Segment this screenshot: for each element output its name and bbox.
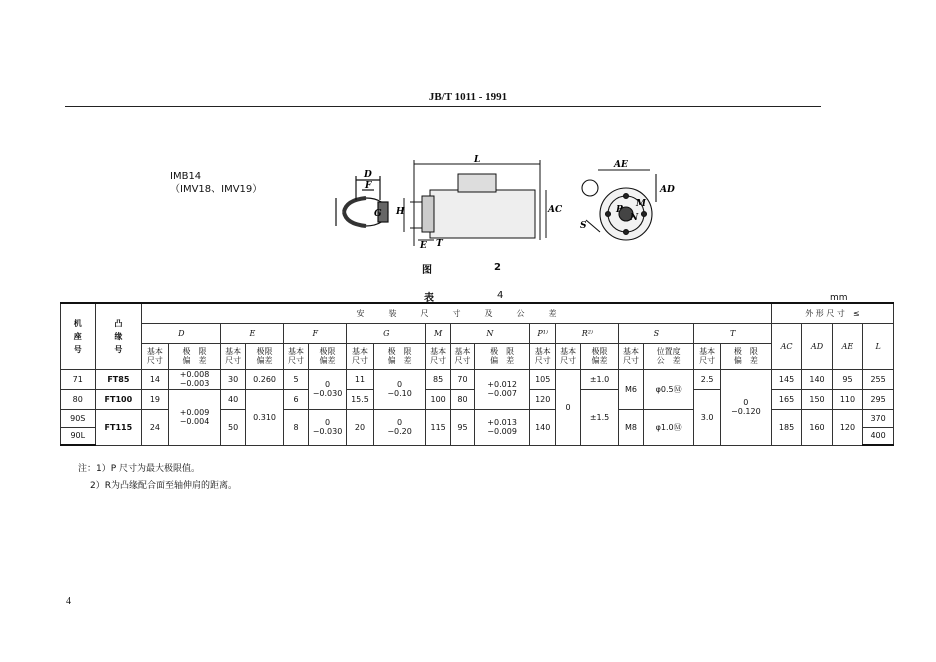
label-E: E [420,241,427,251]
head-outline: 外 形 尺 寸 ≤ [771,303,893,323]
label-AE: AE [614,160,628,170]
D-19: 19 [142,389,168,409]
sub-tol-R: 极限 偏差 [580,343,619,369]
sub-tol-D: 极 限 偏 差 [168,343,221,369]
header-rule [65,106,821,107]
note-2: 2）R为凸缘配合面至轴伸肩的距离。 [90,481,237,491]
AE-120: 120 [832,409,862,445]
N-tol-2: +0.013 −0.009 [475,409,530,445]
N-95: 95 [450,409,474,445]
sub-basic-G: 基本 尺寸 [347,343,373,369]
AC-165: 165 [771,389,801,409]
M-115: 115 [426,409,450,445]
head-AD: AD [802,323,832,369]
head-flange: 凸 缘 号 [95,303,142,369]
sub-basic-T: 基本 尺寸 [694,343,720,369]
mounting-line-1: IMB14 [170,171,202,182]
E-tol-1: 0.260 [245,369,284,389]
label-F: F [365,181,372,191]
note-1: 注：1）P 尺寸为最大极限值。 [78,464,201,474]
figure-number: 2 [494,262,501,273]
sub-basic-N: 基本 尺寸 [450,343,474,369]
head-install: 安 装 尺 寸 及 公 差 [142,303,772,323]
frame-90L: 90L [61,427,96,445]
head-E: E [221,323,284,343]
S-pos-2: φ1.0Ⓜ [643,409,694,445]
E-30: 30 [221,369,245,389]
T-tol: 0 −0.120 [720,369,771,445]
N-80: 80 [450,389,474,409]
R-tol-2: ±1.5 [580,389,619,445]
E-50: 50 [221,409,245,445]
sub-tol-N: 极 限 偏 差 [475,343,530,369]
label-D: D [364,170,372,180]
F-tol-1: 0 −0.030 [308,369,347,409]
sub-basic-F: 基本 尺寸 [284,343,308,369]
sub-pos-S: 位置度 公 差 [643,343,694,369]
E-tol-2: 0.310 [245,389,284,445]
R-tol-1: ±1.0 [580,369,619,389]
G-11: 11 [347,369,373,389]
head-G: G [347,323,426,343]
L-295: 295 [863,389,894,409]
label-AD: AD [660,185,675,195]
frame-90S: 90S [61,409,96,427]
head-T: T [694,323,771,343]
sub-basic-S: 基本 尺寸 [619,343,643,369]
F-8: 8 [284,409,308,445]
head-P: P¹⁾ [530,323,556,343]
D-tol-1: +0.008 −0.003 [168,369,221,389]
label-P: P [616,205,623,215]
E-40: 40 [221,389,245,409]
frame-80: 80 [61,389,96,409]
sub-basic-R: 基本 尺寸 [556,343,580,369]
label-S: S [580,221,587,231]
F-tol-2: 0 −0.030 [308,409,347,445]
head-M: M [426,323,450,343]
S-pos-1: φ0.5Ⓜ [643,369,694,409]
frame-71: 71 [61,369,96,389]
L-400: 400 [863,427,894,445]
T-3.0: 3.0 [694,389,720,445]
AC-185: 185 [771,409,801,445]
AE-95: 95 [832,369,862,389]
R-0: 0 [556,369,580,445]
N-tol-1: +0.012 −0.007 [475,369,530,409]
N-70: 70 [450,369,474,389]
table-number: 4 [497,290,504,301]
mounting-type [170,170,262,196]
sub-tol-G: 极 限 偏 差 [373,343,426,369]
head-frame: 机 座 号 [61,303,96,369]
D-24: 24 [142,409,168,445]
G-15.5: 15.5 [347,389,373,409]
D-tol-2: +0.009 −0.004 [168,389,221,445]
label-N: N [630,213,639,223]
AD-150: 150 [802,389,832,409]
sub-basic-M: 基本 尺寸 [426,343,450,369]
P-120: 120 [530,389,556,409]
sub-basic-E: 基本 尺寸 [221,343,245,369]
D-14: 14 [142,369,168,389]
mounting-line-2: （IMV18、IMV19） [170,184,263,195]
AD-160: 160 [802,409,832,445]
L-255: 255 [863,369,894,389]
standard-header: JB/T 1011 - 1991 [428,91,508,103]
label-AC: AC [548,205,563,215]
G-tol-2: 0 −0.20 [373,409,426,445]
G-tol-1: 0 −0.10 [373,369,426,409]
M-85: 85 [426,369,450,389]
L-370: 370 [863,409,894,427]
motor-side-view [404,160,546,246]
P-105: 105 [530,369,556,389]
flange-FT115: FT115 [95,409,142,445]
motor-drawing [330,150,690,260]
label-T: T [436,239,443,249]
figure-caption: 图 [422,265,432,276]
AC-145: 145 [771,369,801,389]
head-N: N [450,323,529,343]
sub-basic-D: 基本 尺寸 [142,343,168,369]
head-D: D [142,323,221,343]
table-caption: 表 [424,293,434,304]
sub-tol-T: 极 限 偏 差 [720,343,771,369]
AD-140: 140 [802,369,832,389]
head-AC: AC [771,323,801,369]
head-AE: AE [832,323,862,369]
head-R: R²⁾ [556,323,619,343]
flange-FT85: FT85 [95,369,142,389]
label-G: G [374,209,382,219]
S-M6: M6 [619,369,643,409]
flange-FT100: FT100 [95,389,142,409]
label-M: M [636,199,646,209]
page-number: 4 [66,596,71,607]
sub-basic-P: 基本 尺寸 [530,343,556,369]
sub-tol-F: 极限 偏差 [308,343,347,369]
head-S: S [619,323,694,343]
F-5: 5 [284,369,308,389]
label-H: H [396,207,405,217]
P-140: 140 [530,409,556,445]
S-M8: M8 [619,409,643,445]
T-2.5: 2.5 [694,369,720,389]
dimension-table [60,302,894,446]
head-L: L [863,323,894,369]
M-100: 100 [426,389,450,409]
table-notes [78,461,237,495]
table-row [61,369,894,389]
F-6: 6 [284,389,308,409]
AE-110: 110 [832,389,862,409]
G-20: 20 [347,409,373,445]
sub-tol-E: 极限 偏差 [245,343,284,369]
head-F: F [284,323,347,343]
table-unit: mm [830,293,848,303]
label-L: L [474,155,481,165]
